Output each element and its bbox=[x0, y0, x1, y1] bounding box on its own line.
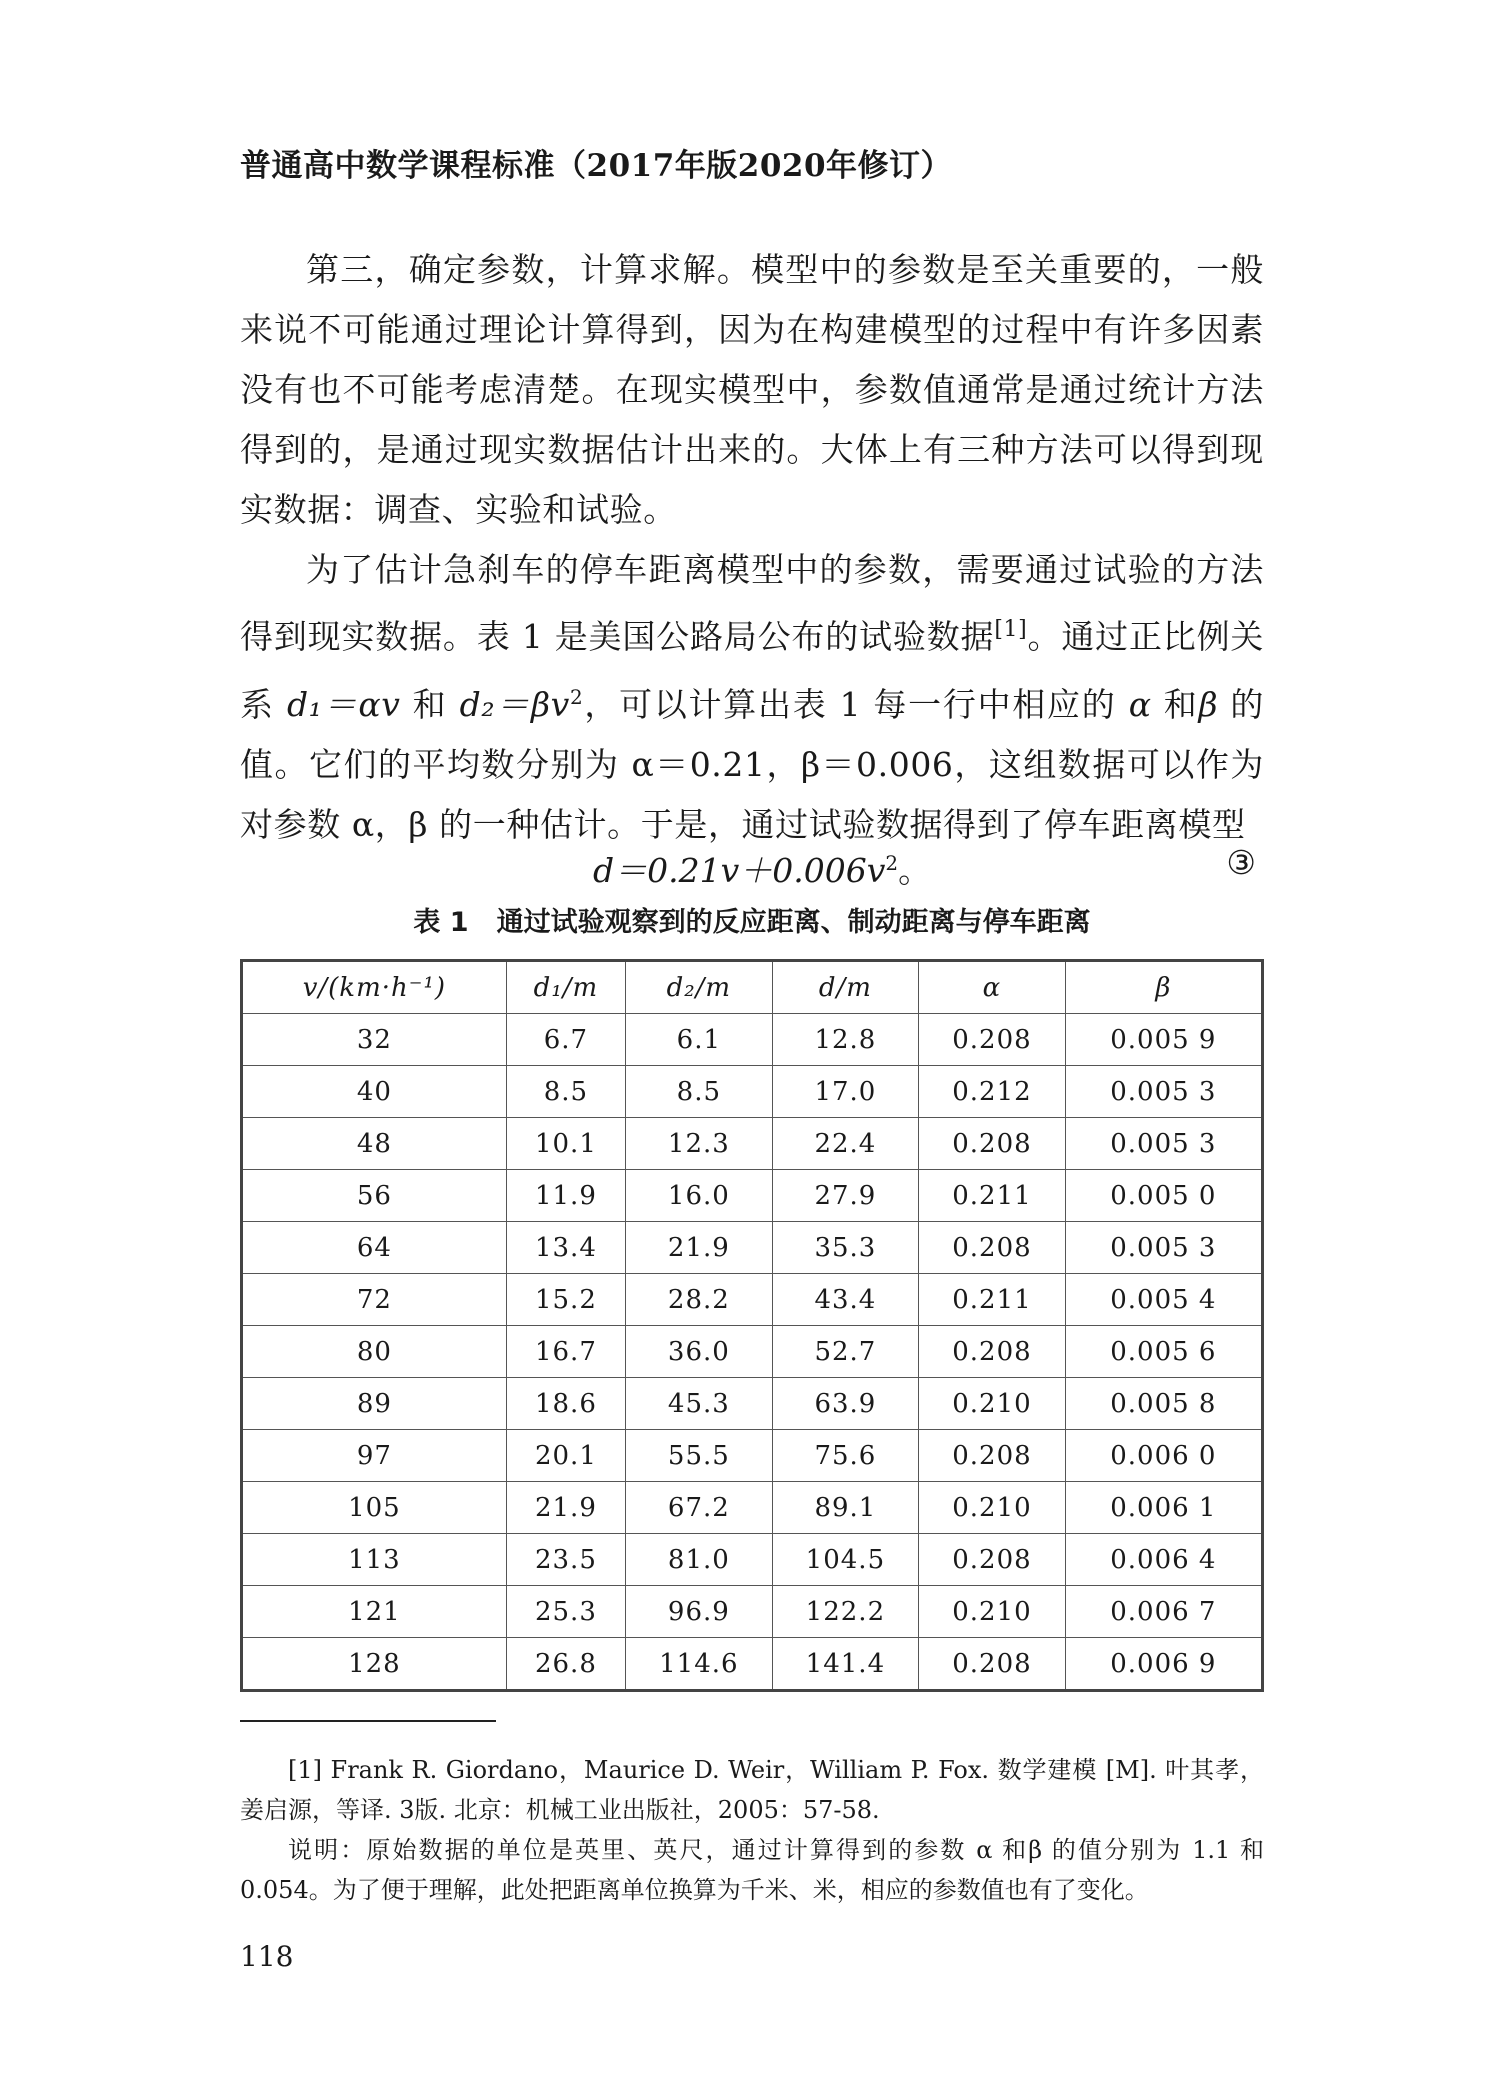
header-speed: v/(km·h⁻¹) bbox=[242, 961, 507, 1014]
footnote-1: [1] Frank R. Giordano，Maurice D. Weir，William P. Fox. 数学建模 [M]. 叶其孝，姜启源，等译. 3版. 北京：机械工业出版社，2005：57-58. bbox=[240, 1756, 1264, 1824]
p2-text-a: 为了估计急刹车的停车距离模型中的参数，需要通过试验的方法得到现实数据。表 1 是美国公路局公布的试验数据 bbox=[240, 550, 1264, 656]
table-cell: 21.9 bbox=[626, 1222, 773, 1274]
p2-text-d: 的值。它们的平均数分别为 α＝0.21，β＝0.006，这组数据可以作为对参数 α，β 的一种估计。于是，通过试验数据得到了停车距离模型 bbox=[240, 685, 1265, 844]
formula-eq: d＝0.21v＋0.006v bbox=[593, 851, 886, 890]
table-cell: 0.005 6 bbox=[1065, 1326, 1262, 1378]
table-cell: 8.5 bbox=[506, 1066, 625, 1118]
table-cell: 55.5 bbox=[626, 1430, 773, 1482]
formula-expression bbox=[593, 838, 931, 896]
symbol-beta: β bbox=[1198, 685, 1219, 724]
table-cell: 64 bbox=[242, 1222, 507, 1274]
table-cell: 11.9 bbox=[506, 1170, 625, 1222]
table-cell: 113 bbox=[242, 1534, 507, 1586]
table-cell: 67.2 bbox=[626, 1482, 773, 1534]
body-text bbox=[240, 240, 1264, 855]
table-cell: 15.2 bbox=[506, 1274, 625, 1326]
table-cell: 27.9 bbox=[772, 1170, 919, 1222]
table-cell: 35.3 bbox=[772, 1222, 919, 1274]
table-cell: 0.005 8 bbox=[1065, 1378, 1262, 1430]
table-cell: 17.0 bbox=[772, 1066, 919, 1118]
p2-text-b: 。通过正比例关系 bbox=[240, 617, 1265, 724]
table-cell: 23.5 bbox=[506, 1534, 625, 1586]
data-table bbox=[240, 959, 1264, 1692]
formula-end: 。 bbox=[898, 851, 932, 890]
table-cell: 45.3 bbox=[626, 1378, 773, 1430]
paragraph-2 bbox=[240, 540, 1264, 855]
table-cell: 75.6 bbox=[772, 1430, 919, 1482]
table-row bbox=[242, 1586, 1263, 1638]
table-cell: 16.7 bbox=[506, 1326, 625, 1378]
footnotes bbox=[240, 1750, 1264, 1910]
table-cell: 0.210 bbox=[919, 1586, 1066, 1638]
table-cell: 105 bbox=[242, 1482, 507, 1534]
table-body bbox=[242, 1014, 1263, 1691]
table-row bbox=[242, 1326, 1263, 1378]
table-cell: 0.006 4 bbox=[1065, 1534, 1262, 1586]
p2-and: 和 bbox=[400, 685, 460, 724]
table-caption bbox=[240, 900, 1264, 939]
table-cell: 56 bbox=[242, 1170, 507, 1222]
table-row bbox=[242, 1170, 1263, 1222]
footnote-note: 说明：原始数据的单位是英里、英尺，通过计算得到的参数 α 和β 的值分别为 1.1 和 0.054。为了便于理解，此处把距离单位换算为千米、米，相应的参数值也有了变化。 bbox=[240, 1836, 1264, 1904]
table-cell: 25.3 bbox=[506, 1586, 625, 1638]
table-cell: 63.9 bbox=[772, 1378, 919, 1430]
p2-text-c: ，可以计算出表 1 每一行中相应的 bbox=[583, 685, 1129, 724]
table-cell: 0.210 bbox=[919, 1378, 1066, 1430]
symbol-alpha: α bbox=[1128, 685, 1152, 724]
table-cell: 0.208 bbox=[919, 1326, 1066, 1378]
table-cell: 81.0 bbox=[626, 1534, 773, 1586]
running-header: 普通高中数学课程标准（2017年版2020年修订） bbox=[240, 148, 953, 184]
table-cell: 0.006 0 bbox=[1065, 1430, 1262, 1482]
header-beta: β bbox=[1065, 961, 1262, 1014]
table-cell: 0.208 bbox=[919, 1430, 1066, 1482]
table-cell: 18.6 bbox=[506, 1378, 625, 1430]
table-cell: 10.1 bbox=[506, 1118, 625, 1170]
table-cell: 28.2 bbox=[626, 1274, 773, 1326]
page-number: 118 bbox=[240, 1940, 294, 1973]
table-cell: 16.0 bbox=[626, 1170, 773, 1222]
table-row bbox=[242, 1534, 1263, 1586]
relation-d2: d₂＝βv bbox=[459, 685, 570, 724]
header-stopping-distance: d/m bbox=[772, 961, 919, 1014]
table-cell: 0.208 bbox=[919, 1534, 1066, 1586]
table-row bbox=[242, 1014, 1263, 1066]
table-cell: 89 bbox=[242, 1378, 507, 1430]
table-cell: 80 bbox=[242, 1326, 507, 1378]
header-reaction-distance: d₁/m bbox=[506, 961, 625, 1014]
table-cell: 32 bbox=[242, 1014, 507, 1066]
footnote-rule bbox=[240, 1720, 496, 1722]
table-cell: 104.5 bbox=[772, 1534, 919, 1586]
table-cell: 12.8 bbox=[772, 1014, 919, 1066]
table-cell: 0.006 1 bbox=[1065, 1482, 1262, 1534]
table-cell: 96.9 bbox=[626, 1586, 773, 1638]
table-cell: 122.2 bbox=[772, 1586, 919, 1638]
table-row bbox=[242, 1482, 1263, 1534]
table-cell: 128 bbox=[242, 1638, 507, 1691]
table-cell: 21.9 bbox=[506, 1482, 625, 1534]
table-cell: 114.6 bbox=[626, 1638, 773, 1691]
table-cell: 6.1 bbox=[626, 1014, 773, 1066]
table-caption-text: 通过试验观察到的反应距离、制动距离与停车距离 bbox=[496, 907, 1091, 938]
relation-d2-exponent: 2 bbox=[569, 685, 584, 709]
table-caption-label: 表 1 bbox=[413, 907, 469, 938]
table-cell: 0.005 3 bbox=[1065, 1066, 1262, 1118]
table-cell: 97 bbox=[242, 1430, 507, 1482]
table-cell: 20.1 bbox=[506, 1430, 625, 1482]
table-cell: 141.4 bbox=[772, 1638, 919, 1691]
p2-he: 和 bbox=[1151, 685, 1199, 724]
table-cell: 6.7 bbox=[506, 1014, 625, 1066]
table-cell: 48 bbox=[242, 1118, 507, 1170]
table-cell: 0.005 0 bbox=[1065, 1170, 1262, 1222]
table-cell: 0.208 bbox=[919, 1118, 1066, 1170]
table-cell: 0.005 4 bbox=[1065, 1274, 1262, 1326]
table-cell: 0.212 bbox=[919, 1066, 1066, 1118]
table-cell: 0.208 bbox=[919, 1222, 1066, 1274]
table-cell: 0.005 9 bbox=[1065, 1014, 1262, 1066]
header-alpha: α bbox=[919, 961, 1066, 1014]
table-cell: 13.4 bbox=[506, 1222, 625, 1274]
table-cell: 0.208 bbox=[919, 1014, 1066, 1066]
table-cell: 8.5 bbox=[626, 1066, 773, 1118]
table-row bbox=[242, 1118, 1263, 1170]
table-cell: 0.210 bbox=[919, 1482, 1066, 1534]
formula-number: ③ bbox=[1226, 843, 1256, 882]
table-cell: 12.3 bbox=[626, 1118, 773, 1170]
table-cell: 0.006 9 bbox=[1065, 1638, 1262, 1691]
table-cell: 43.4 bbox=[772, 1274, 919, 1326]
table-cell: 72 bbox=[242, 1274, 507, 1326]
table-cell: 40 bbox=[242, 1066, 507, 1118]
table-cell: 0.005 3 bbox=[1065, 1118, 1262, 1170]
table-cell: 0.208 bbox=[919, 1638, 1066, 1691]
relation-d1: d₁＝αv bbox=[286, 685, 401, 724]
table-cell: 0.211 bbox=[919, 1170, 1066, 1222]
table-row bbox=[242, 1274, 1263, 1326]
table-row bbox=[242, 1222, 1263, 1274]
table-cell: 89.1 bbox=[772, 1482, 919, 1534]
table-cell: 52.7 bbox=[772, 1326, 919, 1378]
table-row bbox=[242, 1378, 1263, 1430]
table-row bbox=[242, 1638, 1263, 1691]
footnote-ref-1[interactable]: [1] bbox=[994, 617, 1028, 642]
table-row bbox=[242, 1430, 1263, 1482]
table-cell: 0.211 bbox=[919, 1274, 1066, 1326]
table-cell: 121 bbox=[242, 1586, 507, 1638]
table-cell: 26.8 bbox=[506, 1638, 625, 1691]
formula-line bbox=[240, 838, 1264, 888]
header-braking-distance: d₂/m bbox=[626, 961, 773, 1014]
table-row bbox=[242, 1066, 1263, 1118]
table-cell: 0.006 7 bbox=[1065, 1586, 1262, 1638]
table-cell: 0.005 3 bbox=[1065, 1222, 1262, 1274]
table-cell: 22.4 bbox=[772, 1118, 919, 1170]
paragraph-1: 第三，确定参数，计算求解。模型中的参数是至关重要的，一般来说不可能通过理论计算得到，因为在构建模型的过程中有许多因素没有也不可能考虑清楚。在现实模型中，参数值通常是通过统计方法得到的，是通过现实数据估计出来的。大体上有三种方法可以得到现实数据：调查、实验和试验。 bbox=[240, 250, 1264, 529]
table-cell: 36.0 bbox=[626, 1326, 773, 1378]
formula-exponent: 2 bbox=[885, 851, 899, 875]
table-header-row bbox=[242, 961, 1263, 1014]
